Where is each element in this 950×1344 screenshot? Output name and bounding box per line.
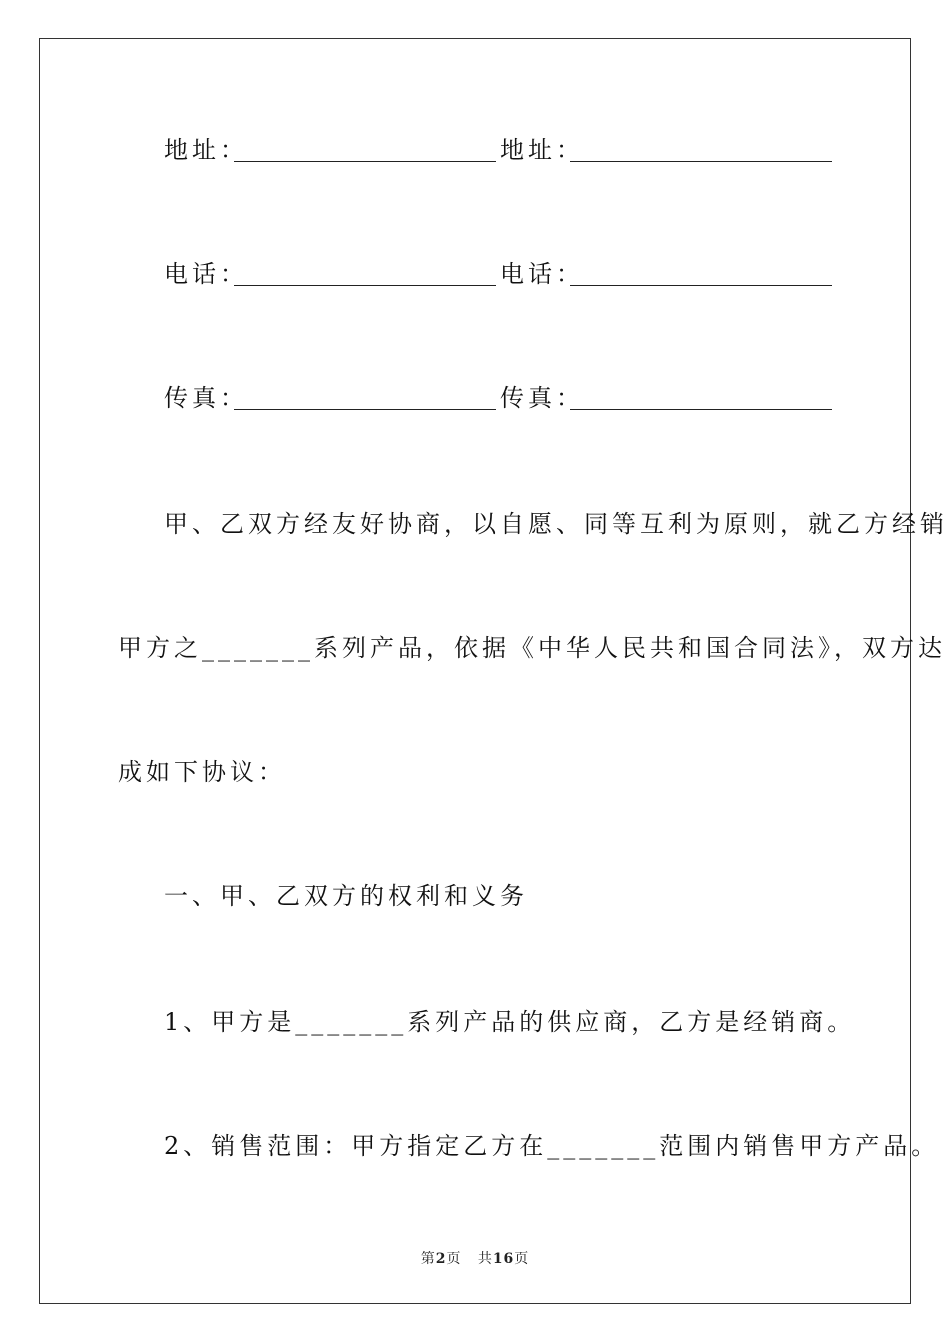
fax-label-right: 传真： — [500, 384, 584, 412]
fax-blank-left — [234, 409, 496, 410]
footer-page-number: 2 — [435, 1251, 447, 1267]
fax-blank-right — [570, 409, 832, 410]
page-footer — [0, 1248, 950, 1268]
phone-label-right: 电话： — [500, 260, 584, 288]
phone-blank-right — [570, 285, 832, 286]
address-blank-right — [570, 161, 832, 162]
address-label-right: 地址： — [500, 136, 584, 164]
clause-1: 1、甲方是_______系列产品的供应商，乙方是经销商。 — [164, 1008, 856, 1036]
clause-2: 2、销售范围：甲方指定乙方在_______范围内销售甲方产品。 — [164, 1132, 940, 1160]
contact-row-address — [164, 135, 836, 165]
footer-prefix: 第 — [420, 1251, 436, 1267]
intro-line-3: 成如下协议： — [118, 758, 286, 786]
footer-total-pages: 16 — [492, 1251, 515, 1267]
footer-page-suffix: 页 — [446, 1251, 462, 1267]
contact-row-phone — [164, 259, 836, 289]
contact-row-fax — [164, 383, 836, 413]
footer-total-prefix: 共 — [477, 1251, 493, 1267]
section-1-title: 一、甲、乙双方的权利和义务 — [164, 882, 528, 910]
page-border — [39, 38, 948, 1304]
footer-total-suffix: 页 — [514, 1251, 530, 1267]
intro-line-1: 甲、乙双方经友好协商，以自愿、同等互利为原则，就乙方经销 — [164, 510, 948, 538]
intro-line-2: 甲方之_______系列产品，依据《中华人民共和国合同法》，双方达 — [118, 634, 946, 662]
phone-blank-left — [234, 285, 496, 286]
phone-label-left: 电话： — [164, 260, 248, 288]
address-blank-left — [234, 161, 496, 162]
fax-label-left: 传真： — [164, 384, 248, 412]
address-label-left: 地址： — [164, 136, 248, 164]
